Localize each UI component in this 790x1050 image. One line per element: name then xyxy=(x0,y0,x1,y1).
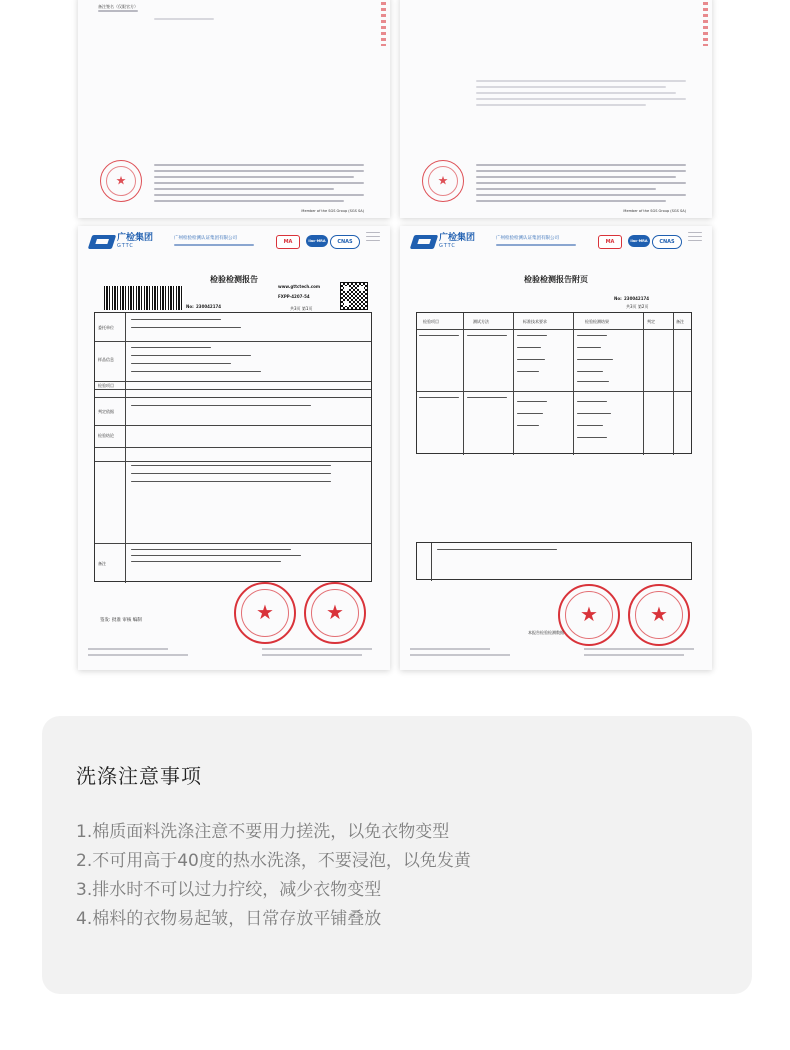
attachment-stamp-1: ★ xyxy=(558,584,620,646)
col-requirement: 标准技术要求 xyxy=(523,319,547,324)
badge-ilac-right: ilac-MRA xyxy=(628,235,650,247)
report-title: 检验检测报告 xyxy=(210,275,258,284)
lab-name: 广州检验检测认证集团有限公司 xyxy=(174,236,237,241)
inspection-stamp-2: ★ xyxy=(304,582,366,644)
attachment-title: 检验检测报告附页 xyxy=(524,275,588,284)
top-right-document xyxy=(400,0,712,218)
attachment-report-no-label: No: xyxy=(614,296,622,301)
lab-name-right: 广州检验检测认证集团有限公司 xyxy=(496,236,559,241)
inspection-report-main xyxy=(78,226,390,670)
care-item: 3.排水时不可以过力拧绞，减少衣物变型 xyxy=(76,880,382,900)
report-no-label: No: xyxy=(186,304,194,309)
row-items: 检验项目 xyxy=(98,383,114,388)
gttc-logo-icon xyxy=(88,235,117,249)
row-client: 委托单位 xyxy=(98,325,114,330)
doc-footer: Member of the SGS Group (SGS SA) xyxy=(301,209,364,213)
report-table xyxy=(94,312,372,582)
care-item: 4.棉料的衣物易起皱，日常存放平铺叠放 xyxy=(76,909,382,929)
gttc-logo xyxy=(90,234,153,249)
attachment-report-no: 230042174 xyxy=(624,296,650,301)
row-basis: 判定依据 xyxy=(98,409,114,414)
top-left-document xyxy=(78,0,390,218)
doc-header-note: 备注签名（仅限官方） xyxy=(98,4,138,9)
barcode xyxy=(104,286,184,310)
badge-cnas: CNAS xyxy=(330,235,360,249)
gttc-logo-right xyxy=(412,234,475,249)
attachment-stamp-2: ★ xyxy=(628,584,690,646)
badge-ma: MA xyxy=(276,235,300,249)
gttc-logo-icon-right xyxy=(410,235,439,249)
row-remarks: 备注 xyxy=(98,561,106,566)
care-instructions-card xyxy=(42,716,752,994)
doc-footer-right: Member of the SGS Group (SGS SA) xyxy=(623,209,686,213)
badge-ilac: ilac-MRA xyxy=(306,235,328,247)
group-name-en-right: GTTC xyxy=(439,243,456,249)
care-item: 2.不可用高于40度的热水洗涤，不要浸泡，以免发黄 xyxy=(76,851,471,871)
col-method: 测试方法 xyxy=(473,319,489,324)
report-website: www.gttctech.com xyxy=(278,284,321,289)
report-no: 230042174 xyxy=(196,304,222,309)
attachment-table xyxy=(416,312,692,454)
care-title: 洗涤注意事项 xyxy=(76,764,202,788)
attachment-footer-note: 本报告检验检测数据 xyxy=(528,630,564,635)
stamp-small-right: ★ xyxy=(422,160,464,202)
care-item: 1.棉质面料洗涤注意不要用力搓洗，以免衣物变型 xyxy=(76,822,450,842)
col-judgement: 判定 xyxy=(647,319,655,324)
stamp-small-left: ★ xyxy=(100,160,142,202)
row-sample: 样品信息 xyxy=(98,357,114,362)
page-info: 共3页 第1页 xyxy=(290,306,313,311)
group-name-cn: 广检集团 xyxy=(117,233,154,243)
badge-cnas-right: CNAS xyxy=(652,235,682,249)
signers: 签发: 批准 审核 编制 xyxy=(100,618,142,623)
group-name-en: GTTC xyxy=(117,243,134,249)
attachment-page-info: 共3页 第2页 xyxy=(626,304,649,309)
row-conclusion: 检验结论 xyxy=(98,433,114,438)
care-list xyxy=(76,818,471,934)
inspection-report-attachment xyxy=(400,226,712,670)
qr-code xyxy=(340,282,368,310)
attachment-note-box xyxy=(416,542,692,580)
group-name-cn-right: 广检集团 xyxy=(439,233,476,243)
inspection-stamp-1: ★ xyxy=(234,582,296,644)
col-remarks: 备注 xyxy=(676,319,684,324)
report-code: FXPP-4207-54 xyxy=(278,294,310,299)
col-item: 检验项目 xyxy=(423,319,439,324)
badge-ma-right: MA xyxy=(598,235,622,249)
col-result: 检验检测结果 xyxy=(585,319,609,324)
